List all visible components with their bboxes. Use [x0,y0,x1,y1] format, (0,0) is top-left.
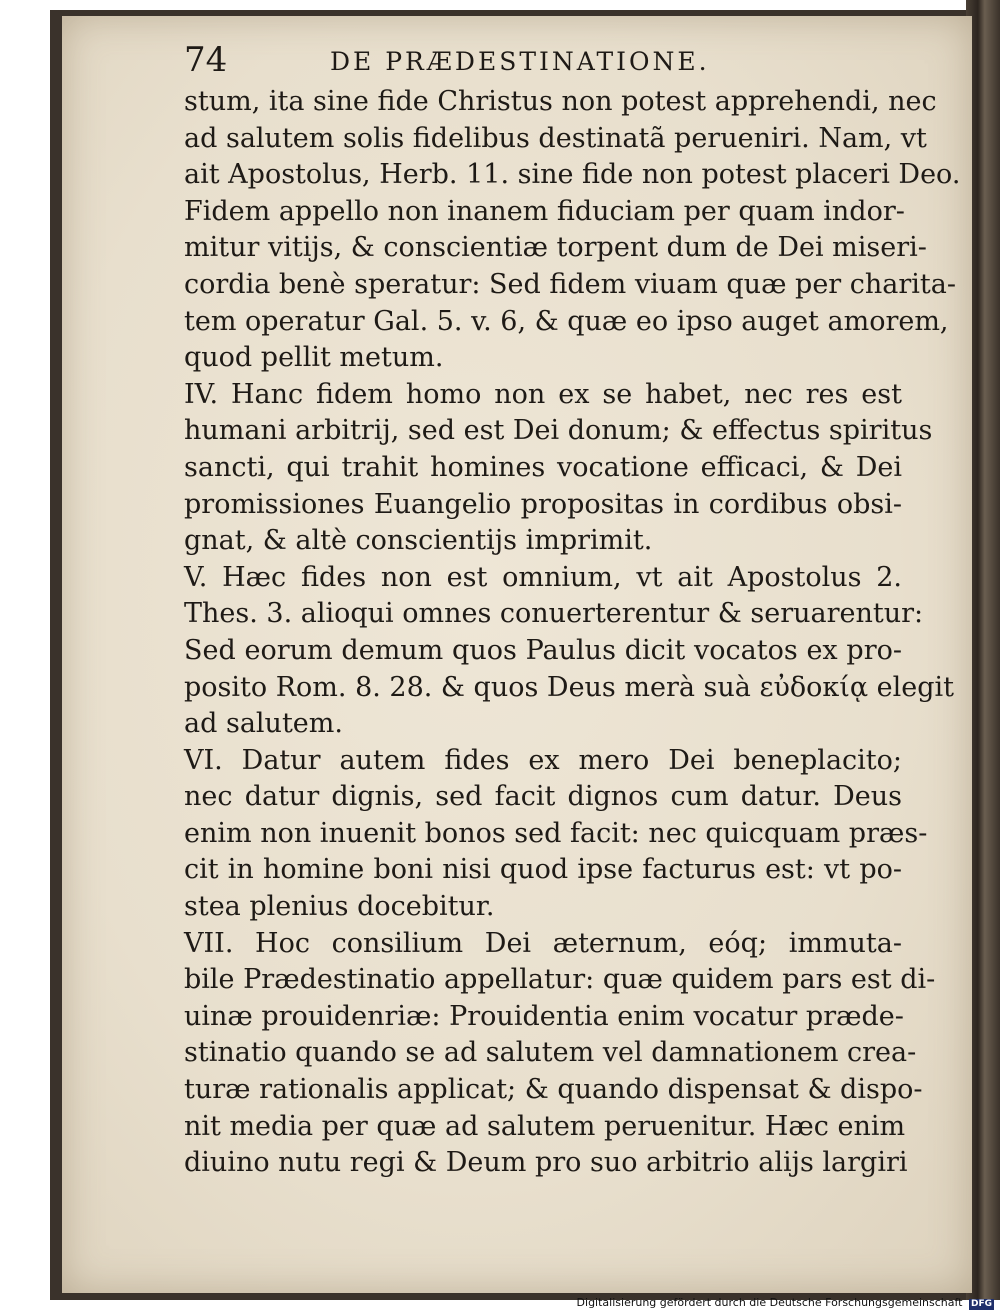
page-number: 74 [184,40,228,80]
text-line: Thes. 3. alioqui omnes conuerterentur & seruarentur: [184,598,924,630]
text-line: bile Prædestinatio appellatur: quæ quidem pars est di- [184,964,936,996]
page-text-block [184,22,961,1182]
text-line: stea plenius docebitur. [184,891,495,923]
text-line: cit in homine boni nisi quod ipse facturus est: vt po- [184,854,902,886]
funding-credit-text: Digitalisierung gefördert durch die Deutsche Forschungsgemeinschaft [576,1296,963,1309]
text-line: quod pellit metum. [184,342,444,374]
text-line: diuino nutu regi & Deum pro suo arbitrio alijs largiri [184,1147,908,1179]
text-line: posito Rom. 8. 28. & quos Deus merà suà εὐδοκίᾳ elegit [184,671,955,703]
text-line: IV. Hanc fidem homo non ex se habet, nec res est [184,378,902,410]
text-line: uinæ prouidenriæ: Prouidentia enim vocatur præde- [184,1000,904,1032]
text-line: cordia benè speratur: Sed fidem viuam quæ per charita- [184,268,957,300]
footer-bar [0,1296,1000,1311]
text-line: Fidem appello non inanem fiduciam per quam indor- [184,195,905,227]
text-line: nit media per quæ ad salutem peruenitur. Hæc enim [184,1110,906,1142]
text-line: nec datur dignis, sed facit dignos cum datur. Deus [184,781,902,813]
text-line: V. Hæc fides non est omnium, vt ait Apostolus 2. [184,561,902,593]
book-page [62,16,972,1293]
text-line: ad salutem solis fidelibus destinatã perueniri. Nam, vt [184,122,927,154]
text-line: gnat, & altè conscientijs imprimit. [184,525,653,557]
text-line: humani arbitrij, sed est Dei donum; & effectus spiritus [184,415,933,447]
running-head-title: DE PRÆDESTINATIONE. [330,47,710,76]
text-line: enim non inuenit bonos sed facit: nec quicquam præs- [184,817,928,849]
text-line: stinatio quando se ad salutem vel damnationem crea- [184,1037,917,1069]
text-line: ad salutem. [184,708,343,740]
text-line: VII. Hoc consilium Dei æternum, eóq; immuta- [184,927,902,959]
text-line: VI. Datur autem fides ex mero Dei beneplacito; [184,744,902,776]
running-head [184,22,904,84]
text-line: mitur vitijs, & conscientiæ torpent dum de Dei miseri- [184,232,927,264]
dfg-logo-icon: DFG [970,1299,992,1309]
text-line: ait Apostolus, Herb. 11. sine fide non potest placeri Deo. [184,159,961,191]
text-line: promissiones Euangelio propositas in cordibus obsi- [184,488,902,520]
text-line: tem operatur Gal. 5. v. 6, & quæ eo ipso auget amorem, [184,305,949,337]
text-line: sancti, qui trahit homines vocatione efficaci, & Dei [184,451,902,483]
text-line: turæ rationalis applicat; & quando dispensat & dispo- [184,1074,923,1106]
text-line: stum, ita sine fide Christus non potest apprehendi, nec [184,86,937,117]
funding-credit [577,1297,994,1310]
text-line: Sed eorum demum quos Paulus dicit vocatos ex pro- [184,634,902,666]
